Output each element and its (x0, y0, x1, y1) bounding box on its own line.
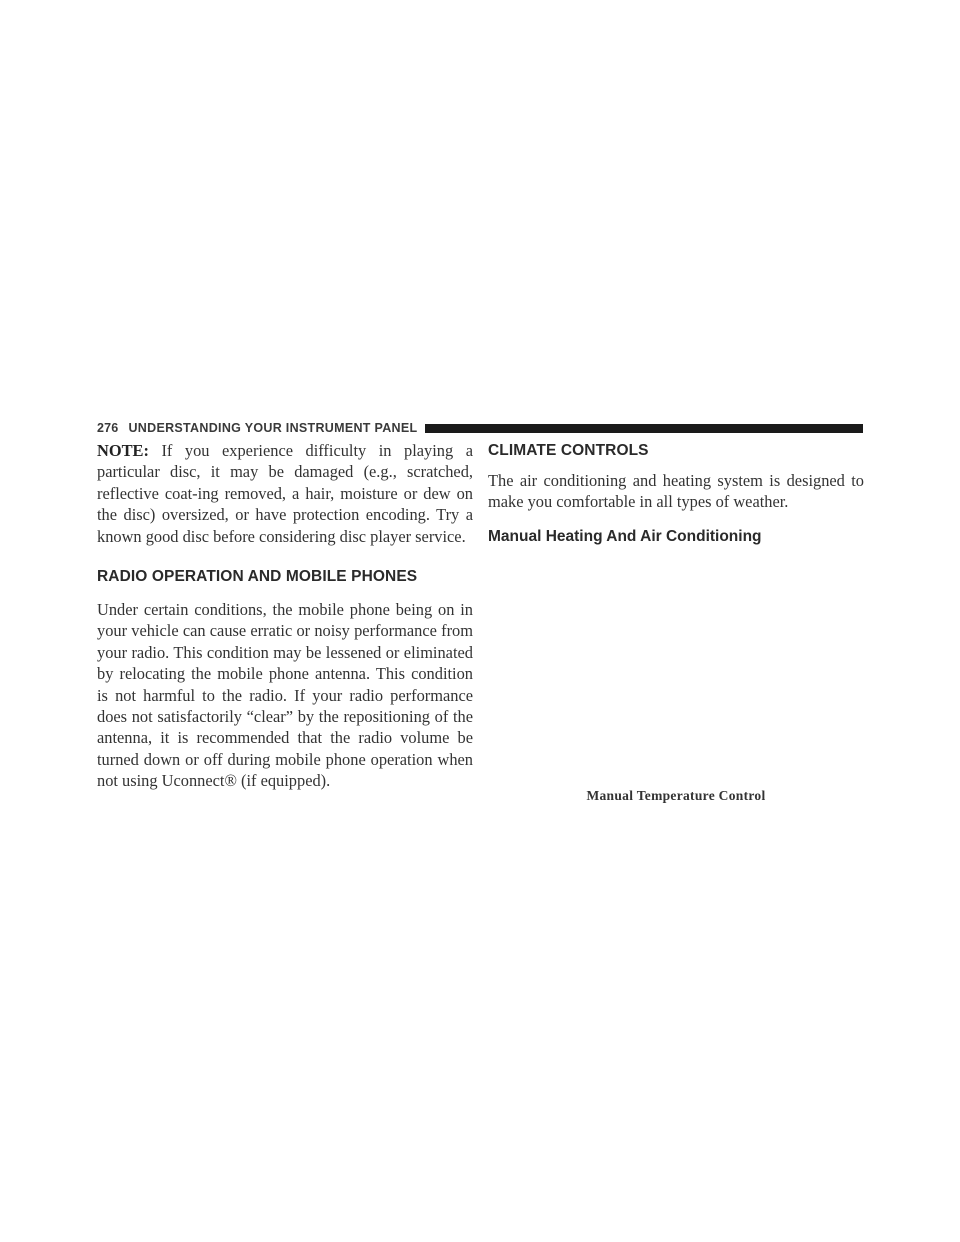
left-column (97, 438, 473, 792)
figure-caption: Manual Temperature Control (586, 788, 766, 803)
climate-controls-heading: CLIMATE CONTROLS (488, 442, 649, 459)
note-label: NOTE: (97, 441, 149, 460)
right-column (488, 438, 864, 546)
note-text: If you experience difficulty in playing a particular disc, it may be damaged (e.g., scratched, reflective coat-ing removed, a hair, moisture or dew on the disc) oversized, or have protection encoding. Try a known good disc before considering disc player service. (97, 441, 473, 546)
manual-hvac-subheading: Manual Heating And Air Conditioning (488, 527, 762, 545)
radio-phones-paragraph: Under certain conditions, the mobile phone being on in your vehicle can cause erratic or noisy performance from your radio. This condition may be lessened or eliminated by relocating the mobile phone antenna. This condition is not harmful to the radio. If your radio performance does not satisfactorily “clear” by the repositioning of the antenna, it is recommended that the radio volume be turned down or off during mobile phone operation when not using Uconnect® (if equipped). (97, 600, 473, 791)
header-rule-bar (425, 424, 863, 433)
page-header (97, 418, 863, 438)
radio-phones-heading: RADIO OPERATION AND MOBILE PHONES (97, 568, 418, 586)
climate-intro-paragraph: The air conditioning and heating system is designed to make you comfortable in all types of weather. (488, 471, 864, 512)
running-section-title: UNDERSTANDING YOUR INSTRUMENT PANEL (128, 421, 418, 435)
note-paragraph (97, 440, 473, 547)
page-number: 276 (97, 421, 119, 435)
